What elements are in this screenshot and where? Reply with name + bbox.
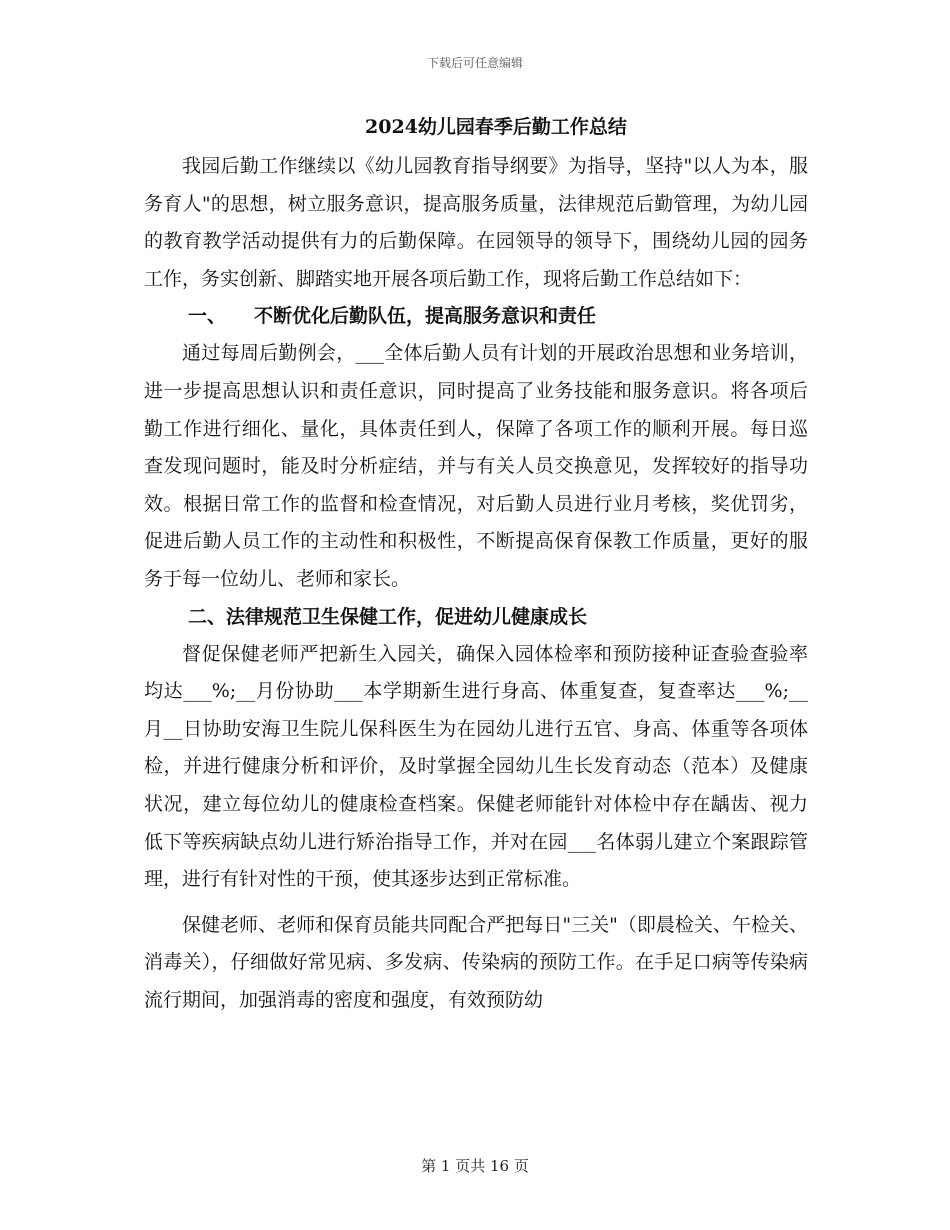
section-1-number: 一、: [188, 305, 227, 328]
section-2-paragraph-1: 督促保健老师严把新生入园关，确保入园体检率和预防接种证查验查验率均达___%;__月份协助___本学期新生进行身高、体重复查，复查率达___%;__月__日协助安海卫生院儿保科医生为在园幼儿进行五官、身高、体重等各项体检，并进行健康分析和评价，及时掌握全园幼儿生长发育动态（范本）及健康状况，建立每位幼儿的健康检查档案。保健老师能针对体检中存在龋齿、视力低下等疾病缺点幼儿进行矫治指导工作，并对在园___名体弱儿建立个案跟踪管理，进行有针对性的干预，使其逐步达到正常标准。: [144, 642, 808, 891]
document-body: [144, 110, 808, 1019]
section-1-heading-text: 不断优化后勤队伍，提高服务意识和责任: [254, 305, 597, 328]
section-2-heading: 二、法律规范卫生保健工作，促进幼儿健康成长: [188, 605, 588, 628]
section-1-heading: [144, 298, 808, 335]
page-number-footer: 第 1 页共 16 页: [421, 1157, 529, 1175]
section-2-paragraph-2: 保健老师、老师和保育员能共同配合严把每日"三关"（即晨检关、午检关、消毒关），仔细做好常见病、多发病、传染病的预防工作。在手足口病等传染病流行期间，加强消毒的密度和强度，有效预防幼: [144, 913, 808, 1011]
header-note: 下载后可任意编辑: [426, 56, 523, 70]
intro-paragraph: 我园后勤工作继续以《幼儿园教育指导纲要》为指导，坚持"以人为本，服务育人"的思想，树立服务意识，提高服务质量，法律规范后勤管理，为幼儿园的教育教学活动提供有力的后勤保障。在园领导的领导下，围绕幼儿园的园务工作，务实创新、脚踏实地开展各项后勤工作，现将后勤工作总结如下：: [144, 155, 808, 290]
section-1-paragraph: 通过每周后勤例会，___全体后勤人员有计划的开展政治思想和业务培训，进一步提高思想认识和责任意识，同时提高了业务技能和服务意识。将各项后勤工作进行细化、量化，具体责任到人，保障了各项工作的顺利开展。每日巡查发现问题时，能及时分析症结，并与有关人员交换意见，发挥较好的指导功效。根据日常工作的监督和检查情况，对后勤人员进行业月考核，奖优罚劣，促进后勤人员工作的主动性和积极性，不断提高保育保教工作质量，更好的服务于每一位幼儿、老师和家长。: [144, 342, 808, 590]
document-title: 2024幼儿园春季后勤工作总结: [365, 116, 627, 138]
